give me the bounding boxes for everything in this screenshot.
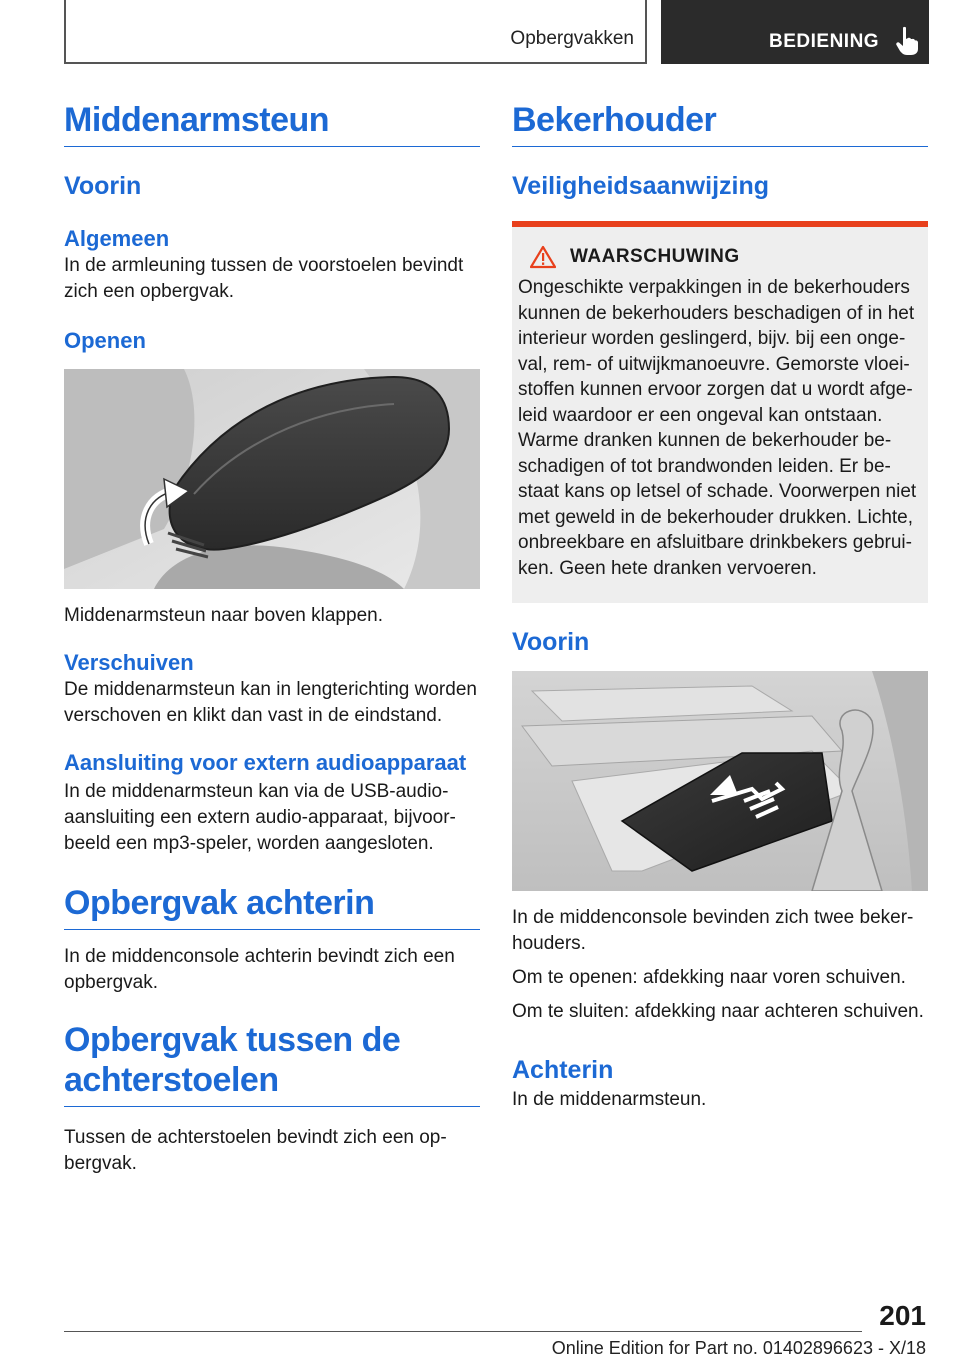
text-algemeen: In de armleuning tussen de voorstoelen bevindt zich een opbergvak.: [64, 255, 464, 302]
header-chapter-label: BEDIENING: [769, 31, 880, 52]
armrest-figure: [64, 369, 480, 589]
cupholder-figure: [512, 671, 928, 891]
text-opbergvak-tussen: Tussen de achterstoelen bevindt zich een opbergvak.: [64, 1127, 447, 1174]
caption-armrest: Middenarmsteun naar boven klappen.: [64, 605, 383, 626]
header-section-title: Opbergvakken: [510, 28, 634, 49]
cupholder-illustration: [512, 671, 928, 891]
header-chapter-tab[interactable]: [661, 0, 929, 64]
footer-divider: [64, 1331, 862, 1332]
text-close: Om te sluiten: afdekking naar achteren schuiven.: [512, 1001, 924, 1022]
left-column: [64, 100, 480, 1177]
heading-opbergvak-tussen: Opbergvak tussen de achterstoelen: [64, 1020, 480, 1107]
heading-voorin: Voorin: [64, 172, 142, 200]
hand-pointer-icon: [895, 26, 921, 56]
warning-title: WAARSCHUWING: [570, 246, 740, 267]
heading-aansluiting: Aansluiting voor extern audioapparaat: [64, 750, 467, 775]
text-achterin: In de middenarmsteun.: [512, 1089, 707, 1110]
text-opbergvak-achterin: In de middenconsole achterin bevindt zich een opbergvak.: [64, 946, 455, 993]
warning-text: Ongeschikte verpakkingen in de bekerhouders kunnen de bekerhouders beschadigen of in het interieur worden geslingerd, bijv. bij een ongeval, rem- of uitwijkmanoeuvre. Gemorste vloeistoffen kunnen ervoor zorgen dat u wordt afgeleid waardoor er een ongeval kan ontstaan. Warme dranken kunnen de bekerhouder beschadigen of tot brandwonden leiden. Er bestaat kans op letsel of schade. Voorwerpen niet met geweld in de bekerhouder drukken. Lichte, onbreekbare en afsluitbare drinkbekers gebruiken. Geen hete dranken vervoeren.: [518, 277, 917, 579]
text-verschuiven: De middenarmsteun kan in lengterichting worden verschoven en klikt dan vast in de eindstand.: [64, 679, 477, 726]
heading-verschuiven: Verschuiven: [64, 650, 194, 675]
armrest-illustration: [64, 369, 480, 589]
warning-header: [518, 245, 922, 269]
heading-opbergvak-achterin: Opbergvak achterin: [64, 883, 480, 930]
right-column: [512, 100, 928, 1113]
heading-middenarmsteun: Middenarmsteun: [64, 100, 480, 147]
warning-triangle-icon: [530, 245, 556, 269]
heading-bekerhouder: Bekerhouder: [512, 100, 928, 147]
heading-algemeen: Algemeen: [64, 226, 170, 251]
heading-openen: Openen: [64, 328, 146, 353]
caption-cupholder: In de middenconsole bevinden zich twee bekerhouders.: [512, 907, 914, 954]
page-number: 201: [879, 1300, 926, 1331]
warning-box: [512, 221, 928, 603]
heading-voorin-right: Voorin: [512, 628, 590, 656]
text-open: Om te openen: afdekking naar voren schuiven.: [512, 967, 906, 988]
heading-achterin: Achterin: [512, 1056, 614, 1084]
text-aansluiting: In de middenarmsteun kan via de USB-audioaansluiting een extern audio-apparaat, bijvoorbeeld een mp3-speler, worden aangesloten.: [64, 781, 456, 854]
heading-veiligheid: Veiligheidsaanwijzing: [512, 172, 770, 200]
footer-edition: Online Edition for Part no. 01402896623 - X/18: [551, 1338, 926, 1358]
